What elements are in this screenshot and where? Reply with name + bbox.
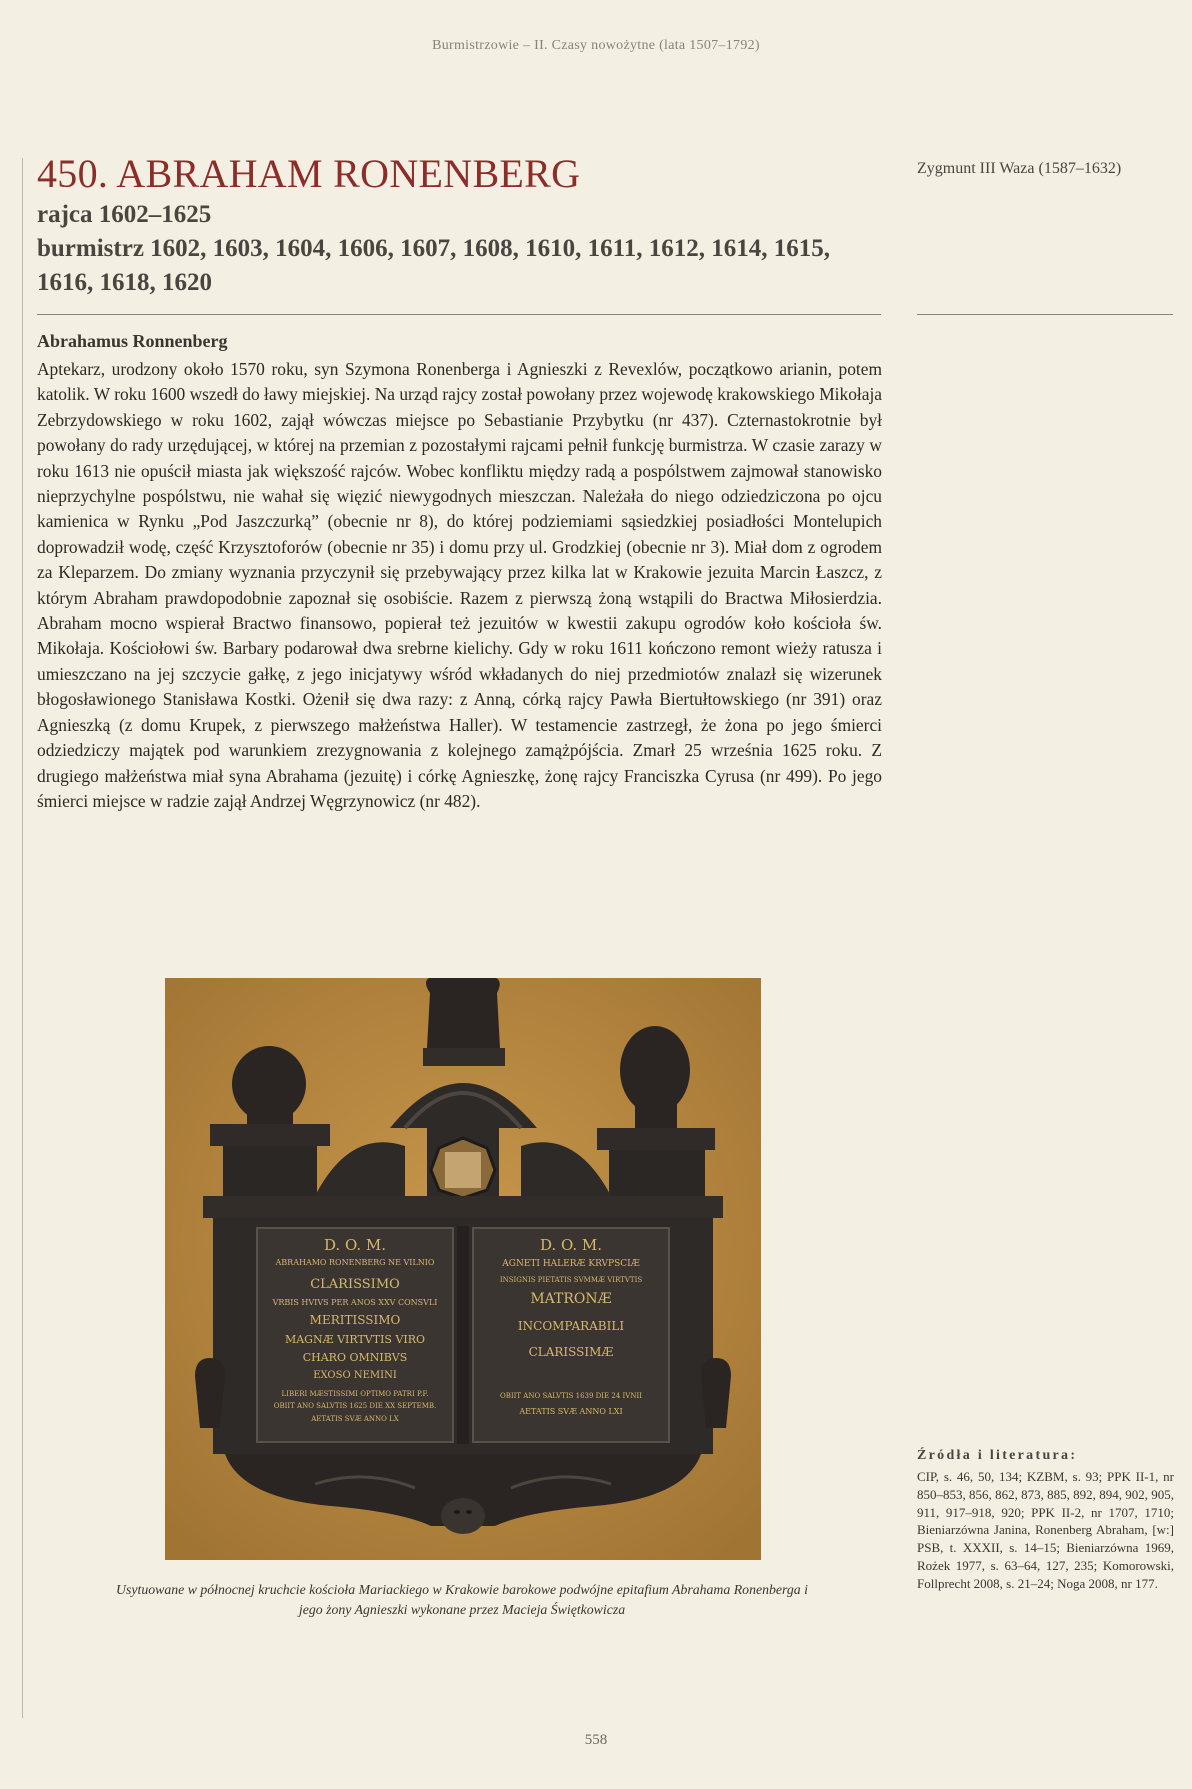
latin-name: Abrahamus Ronnenberg [37, 331, 228, 351]
sources-text: CIP, s. 46, 50, 134; KZBM, s. 93; PPK II-1, nr 850–853, 856, 862, 873, 885, 892, 894, 902, 905, 911, 917–918, 920; PPK II-2, nr 1707, 1710; Bieniarzówna Janina, Ronenberg Abraham, [w:] PSB, t. XXXII, s. 14–15; Bieniarzówna 1969, Rożek 1977, s. 63–64, 127, 235; Komorowski, Follprecht 2008, s. 21–24; Noga 2008, nr 177. [917, 1469, 1174, 1591]
right-inscription-line: INCOMPARABILI [517, 1319, 625, 1333]
right-inscription-line: OBIIT ANO SALVTIS 1639 DIE 24 IVNII [500, 1392, 642, 1400]
epitaph-illustration [165, 978, 761, 1560]
right-inscription-line: AETATIS SVÆ ANNO LXI [519, 1407, 623, 1416]
margin-rule [22, 158, 23, 1718]
sidebar-divider [917, 314, 1173, 315]
epitaph-photo [165, 978, 761, 1560]
right-inscription-line: INSIGNIS PIETATIS SVMMÆ VIRTVTIS [499, 1276, 643, 1284]
right-inscription-line: AGNETI HALERÆ KRVPSCIÆ [502, 1259, 640, 1269]
right-inscription-line: MATRONÆ [530, 1291, 612, 1307]
left-inscription-line: CHARO OMNIBVS [302, 1351, 408, 1364]
page-number: 558 [584, 1732, 608, 1748]
reign-label: Zygmunt III Waza (1587–1632) [917, 160, 1122, 177]
entry-subtitle-mayor: burmistrz 1602, 1603, 1604, 1606, 1607, 1608, 1610, 1611, 1612, 1614, 1615, 1616, 1618, 1620 [37, 235, 831, 296]
left-inscription-line: EXOSO NEMINI [313, 1370, 397, 1381]
entry-subtitle-councillor: rajca 1602–1625 [37, 201, 212, 228]
right-inscription-line: CLARISSIMÆ [528, 1345, 614, 1359]
left-inscription-line: ABRAHAMO RONENBERG NE VILNIO [275, 1258, 435, 1267]
left-inscription-line: D. O. M. [323, 1236, 387, 1254]
left-inscription-line: VRBIS HVIVS PER ANOS XXV CONSVLI [272, 1298, 438, 1307]
biography-text: Aptekarz, urodzony około 1570 roku, syn Szymona Ronenberga i Agnieszki z Revexlów, początkowo arianin, potem katolik. W roku 1600 wszedł do ławy miejskiej. Na urząd rajcy został powołany przez wojewodę krakowskiego Mikołaja Zebrzydowskiego w roku 1602, zajął wówczas miejsce po Sebastianie Przybytku (nr 437). Czternastokrotnie był powołany do rady urzędującej, w której na przemian z pozostałymi rajcami pełnił funkcję burmistrza. W czasie zarazy w roku 1613 nie opuścił miasta jak większość rajców. Wobec konfliktu między radą a pospólstwem zajmował stanowisko nieprzychylne pospólstwu, nie wahał się więzić niewygodnych mieszczan. Należała do niego odziedziczona po ojcu kamienica w Rynku „Pod Jaszczurką” (obecnie nr 8), do której podziemiami sąsiedzkiej posiadłości Montelupich doprowadził wodę, część Krzysztoforów (obecnie nr 35) i domu przy ul. Grodzkiej (obecnie nr 3). Miał dom z ogrodem za Kleparzem. Do zmiany wyznania przyczynił się przebywający przez kilka lat w Krakowie jezuita Marcin Łaszcz, z którym Abraham prawdopodobnie zapoznał się osobiście. Razem z pierwszą żoną wstąpili do Bractwa Miłosierdzia. Abraham mocno wspierał Bractwo finansowo, popierał też jezuitów w kwestii zakupu ogrodów koło kościoła św. Mikołaja. Kościołowi św. Barbary podarował dwa srebrne kielichy. Gdy w roku 1611 kończono remont wieży ratusza i umieszczano na jej szczycie gałkę, z jego inicjatywy wśród wkładanych do niej przedmiotów znalazł się wizerunek błogosławionego Stanisława Kostki. Ożenił się dwa razy: z Anną, córką rajcy Pawła Biertułtowskiego (nr 391) oraz Agnieszką (z domu Krupek, z pierwszego małżeństwa Haller). W testamencie zastrzegł, że żona po jego śmierci odziedziczy majątek pod warunkiem zrezygnowania z kolejnego zamążpójścia. Zmarł 25 września 1625 roku. Z drugiego małżeństwa miał syna Abrahama (jezuitę) i córkę Agnieszkę, żonę rajcy Franciszka Cyrusa (nr 499). Po jego śmierci miejsce w radzie zajął Andrzej Węgrzynowicz (nr 482). [37, 359, 882, 811]
sources-heading: Źródła i literatura: [917, 1448, 1078, 1463]
right-inscription-line: D. O. M. [539, 1236, 603, 1254]
left-inscription-line: MAGNÆ VIRTVTIS VIRO [284, 1333, 426, 1346]
entry-title: 450. ABRAHAM RONENBERG [37, 151, 581, 196]
left-inscription-line: LIBERI MÆSTISSIMI OPTIMO PATRI P.F. [281, 1390, 429, 1398]
mask-ornament [441, 1498, 485, 1534]
running-header: Burmistrzowie – II. Czasy nowożytne (lata 1507–1792) [432, 38, 760, 53]
left-inscription-line: OBIIT ANO SALVTIS 1625 DIE XX SEPTEMB. [273, 1402, 437, 1410]
left-inscription-line: CLARISSIMO [310, 1277, 400, 1292]
photo-caption: Usytuowane w północnej kruchcie kościoła Mariackiego w Krakowie barokowe podwójne epitafium Abrahama Ronenberga i jego żony Agnieszki wykonane przez Macieja Świętkowicza [116, 1582, 808, 1617]
left-inscription-line: AETATIS SVÆ ANNO LX [311, 1415, 399, 1423]
title-divider [37, 314, 881, 315]
left-inscription-line: MERITISSIMO [309, 1313, 401, 1327]
